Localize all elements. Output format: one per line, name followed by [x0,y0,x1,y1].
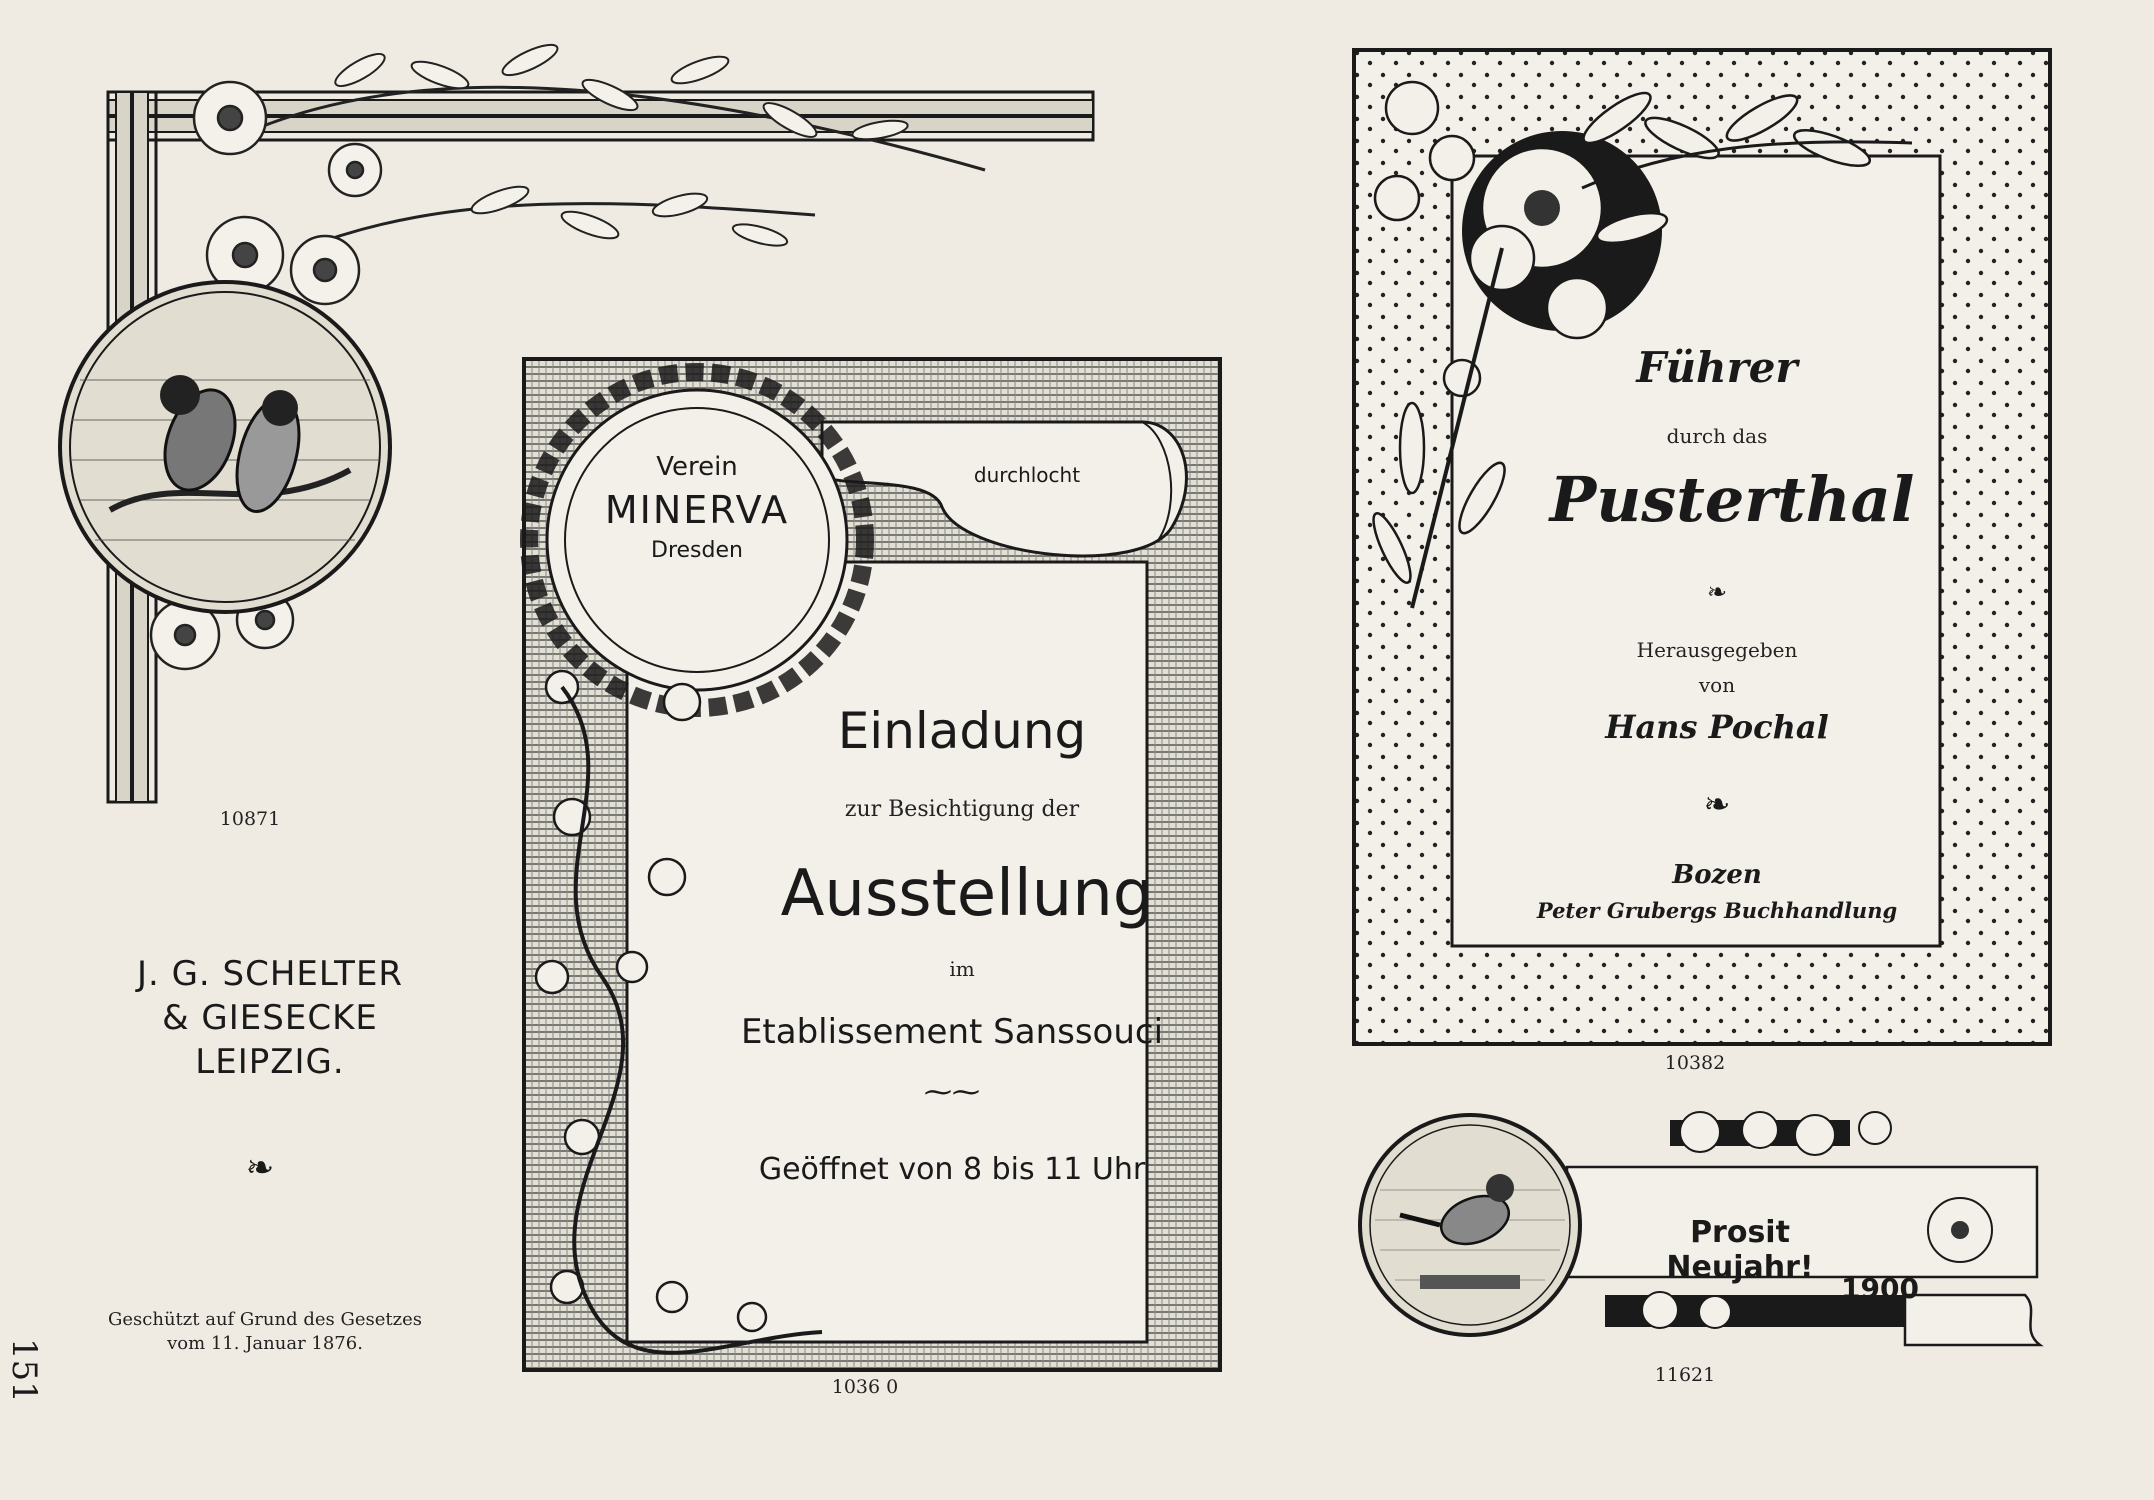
scroll-note: durchlocht [973,463,1081,487]
page-number: 151 [4,1338,44,1403]
wreath-line-3: Dresden [651,538,743,563]
foundry-line-2: & GIESECKE [162,998,378,1038]
wreath-text [567,452,827,563]
cover-title-line-3: Pusterthal [1549,463,1915,536]
invitation-heading: Ausstellung [780,857,1154,931]
greeting-year: 1900 [1841,1272,1919,1305]
design-number-11621: 11621 [1654,1364,1716,1386]
wreath-line-1: Verein [656,452,738,482]
foundry-name [100,952,440,1084]
invitation-venue: Etablissement Sanssouci [740,1012,1164,1052]
book-cover-card [1352,48,2052,1046]
cover-title-line-2: durch das [1666,424,1768,448]
wreath-line-2: MINERVA [604,488,790,532]
cover-author: Hans Pochal [1605,708,1829,746]
book-cover-frame-illustration [1352,48,2052,1046]
invitation-hours: Geöffnet von 8 bis 11 Uhr [758,1152,1146,1187]
legal-notice [90,1308,440,1356]
design-number-10382: 10382 [1664,1052,1726,1074]
foundry-line-3: LEIPZIG. [195,1042,345,1082]
greeting-text: Prosit Neujahr! [1666,1215,1814,1285]
design-number-10871: 10871 [219,808,281,830]
foundry-line-1: J. G. SCHELTER [136,954,404,994]
fleuron-ornament-2: ❧ [1703,785,1731,823]
cover-von: von [1698,673,1736,697]
cover-city: Bozen [1672,860,1762,890]
invitation-card [522,357,1222,1372]
cover-title-line-1: Führer [1636,343,1798,392]
legal-line-2: vom 11. Januar 1876. [167,1333,363,1354]
fleuron-ornament-1: ❧ [1706,578,1728,606]
cover-edited-by: Herausgegeben [1636,638,1798,662]
corner-frame-ornament [0,0,1,1]
legal-line-1: Geschützt auf Grund des Gesetzes [108,1309,422,1330]
invitation-subtitle: zur Besichtigung der [844,797,1080,822]
invitation-title: Einladung [837,702,1087,760]
fleuron-ornament-left: ❧ [245,1148,275,1188]
invitation-prep: im [949,957,975,981]
swung-dash-ornament: ⁓⁓ [924,1075,980,1108]
design-number-10360: 1036 0 [831,1376,899,1398]
cover-publisher: Peter Grubergs Buchhandlung [1536,898,1898,923]
